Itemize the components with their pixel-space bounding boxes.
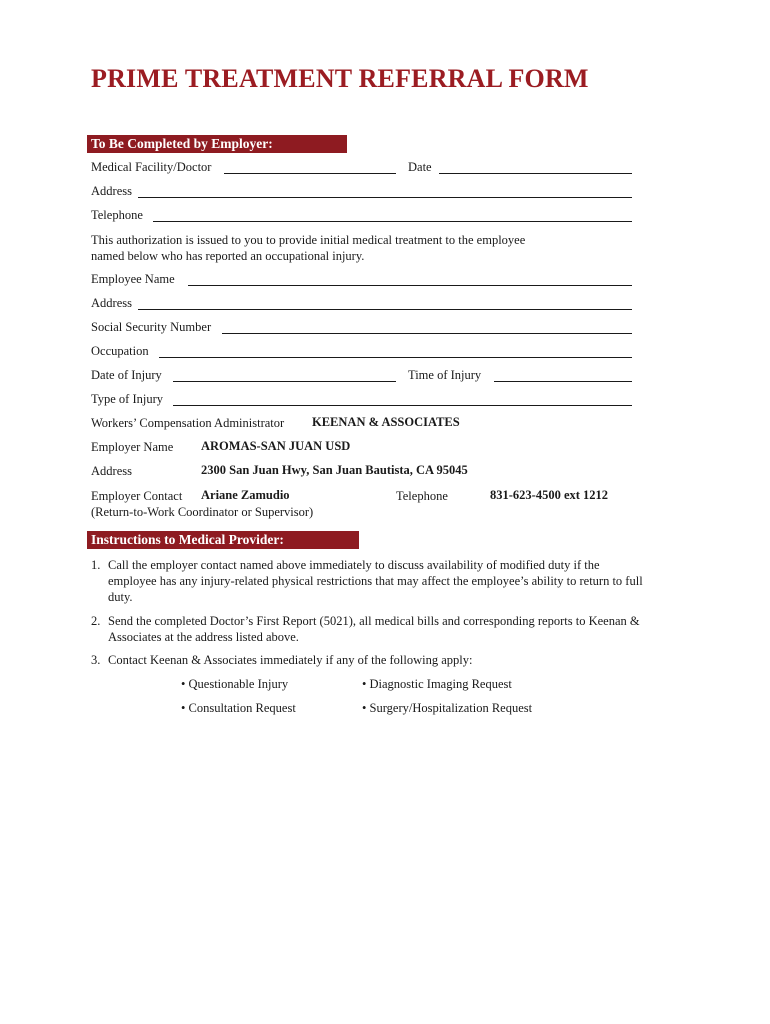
instruction-2-line2: Associates at the address listed above. [108,630,299,644]
employer-section-heading: To Be Completed by Employer: [87,135,347,153]
employee-address-label: Address [91,296,132,310]
employer-address-value: 2300 San Juan Hwy, San Juan Bautista, CA 95045 [201,463,468,477]
provider-section-heading: Instructions to Medical Provider: [87,531,359,549]
time-of-injury-field[interactable] [494,369,632,382]
facility-telephone-label: Telephone [91,208,143,222]
bullet-consultation-request: • Consultation Request [181,701,296,715]
facility-address-label: Address [91,184,132,198]
instruction-2-number: 2. [91,614,101,628]
employer-name-label: Employer Name [91,440,174,454]
employer-address-label: Address [91,464,132,478]
employer-contact-value: Ariane Zamudio [201,488,290,502]
date-of-injury-label: Date of Injury [91,368,162,382]
medical-facility-field[interactable] [224,161,396,174]
ssn-label: Social Security Number [91,320,212,334]
occupation-field[interactable] [159,345,632,358]
employer-name-value: AROMAS-SAN JUAN USD [201,439,351,453]
time-of-injury-label: Time of Injury [408,368,482,382]
employer-telephone-value: 831-623-4500 ext 1212 [490,488,609,502]
wc-admin-value: KEENAN & ASSOCIATES [312,415,460,429]
instruction-1-line1: Call the employer contact named above immediately to discuss availability of modified duty if the [108,558,600,572]
employee-name-field[interactable] [188,273,632,286]
authorization-text-line2: named below who has reported an occupational injury. [91,249,365,263]
medical-facility-label: Medical Facility/Doctor [91,160,212,174]
employer-contact-note: (Return-to-Work Coordinator or Supervisor) [91,505,314,519]
date-label: Date [408,160,432,174]
bullet-questionable-injury: • Questionable Injury [181,677,289,691]
wc-admin-label: Workers’ Compensation Administrator [91,416,285,430]
instruction-2-line1: Send the completed Doctor’s First Report (5021), all medical bills and corresponding reports to Keenan & [108,614,640,628]
ssn-field[interactable] [222,321,632,334]
instruction-3-number: 3. [91,653,101,667]
form-title: PRIME TREATMENT REFERRAL FORM [91,64,589,93]
type-of-injury-field[interactable] [173,393,632,406]
employer-telephone-label: Telephone [396,489,448,503]
instruction-3-line1: Contact Keenan & Associates immediately if any of the following apply: [108,653,473,667]
facility-telephone-field[interactable] [153,209,632,222]
employer-contact-label: Employer Contact [91,489,183,503]
date-of-injury-field[interactable] [173,369,396,382]
employee-address-field[interactable] [138,297,632,310]
bullet-diagnostic-imaging: • Diagnostic Imaging Request [362,677,512,691]
employee-name-label: Employee Name [91,272,175,286]
authorization-text-line1: This authorization is issued to you to provide initial medical treatment to the employee [91,233,526,247]
date-field[interactable] [439,161,632,174]
instruction-1-line2: employee has any injury-related physical restrictions that may affect the employee’s ability to return to full [108,574,643,588]
facility-address-field[interactable] [138,185,632,198]
type-of-injury-label: Type of Injury [91,392,164,406]
instruction-1-number: 1. [91,558,101,572]
instruction-1-line3: duty. [108,590,133,604]
occupation-label: Occupation [91,344,149,358]
bullet-surgery-hospitalization: • Surgery/Hospitalization Request [362,701,533,715]
